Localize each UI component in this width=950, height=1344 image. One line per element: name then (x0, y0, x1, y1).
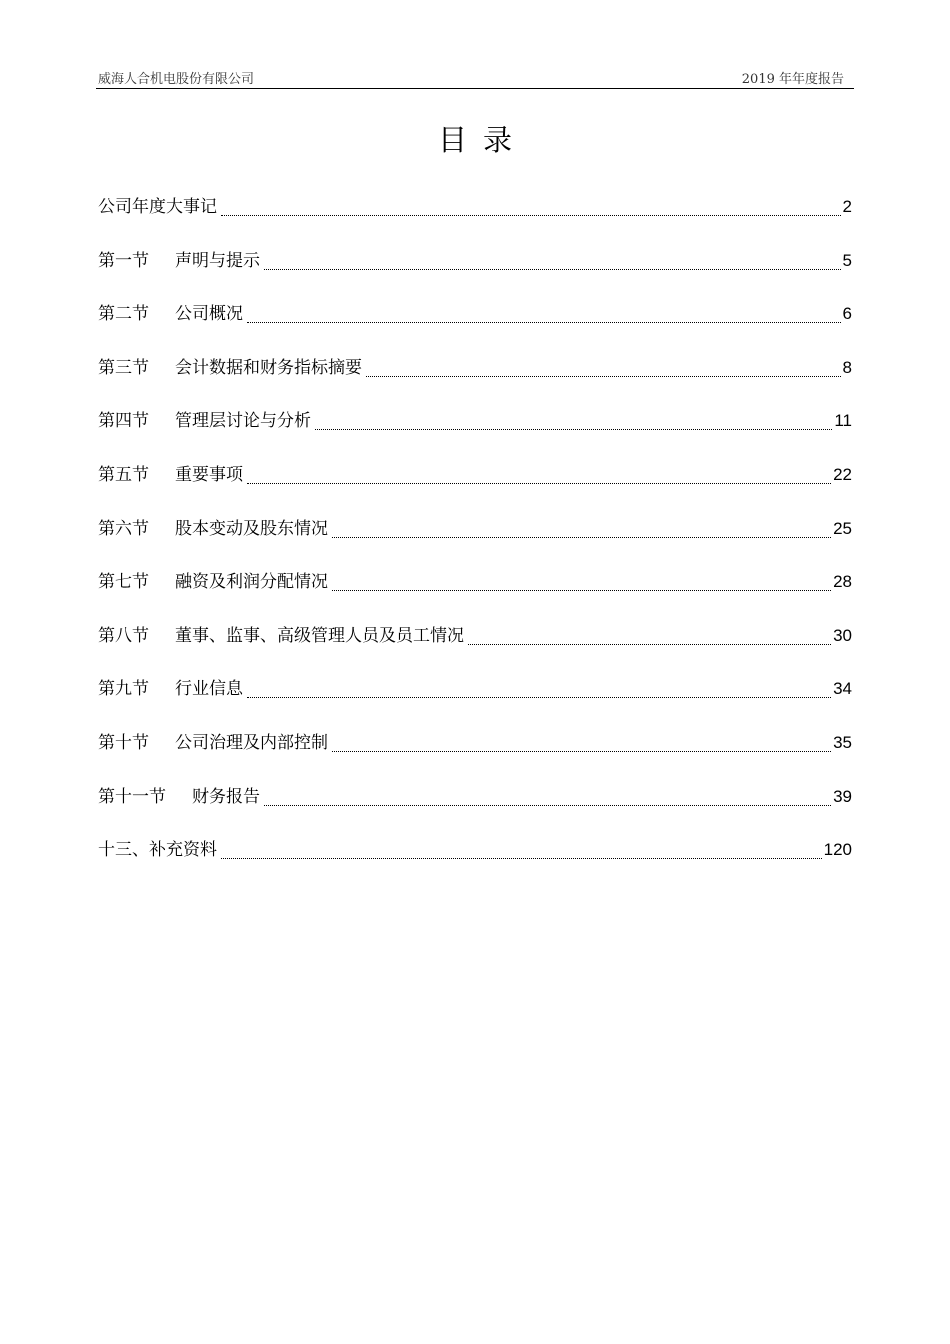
toc-leader-dots (315, 429, 832, 430)
toc-leader-dots (221, 858, 822, 859)
toc-entry-section-1[interactable] (98, 244, 852, 278)
toc-entry-page: 39 (833, 787, 852, 806)
toc-entry-supplement[interactable] (98, 833, 852, 867)
toc-leader-dots (264, 269, 841, 270)
header-company-name: 威海人合机电股份有限公司 (98, 72, 255, 87)
toc-entry-section-7[interactable] (98, 565, 852, 599)
toc-section-number: 第八节 (98, 626, 149, 646)
toc-entry-section-10[interactable] (98, 726, 852, 760)
toc-entry-page: 25 (833, 519, 852, 538)
toc-leader-dots (332, 590, 831, 591)
toc-entry-page: 2 (842, 197, 852, 216)
toc-entry-title: 十三、补充资料 (98, 840, 217, 860)
toc-section-number: 第九节 (98, 679, 149, 699)
toc-entry-title: 行业信息 (175, 679, 243, 699)
toc-entry-page: 5 (842, 251, 852, 270)
toc-leader-dots (332, 751, 831, 752)
toc-section-number: 第三节 (98, 358, 149, 378)
toc-entry-events[interactable] (98, 190, 852, 224)
toc-leader-dots (221, 215, 841, 216)
toc-entry-title: 公司概况 (175, 304, 243, 324)
toc-entry-page: 8 (842, 358, 852, 377)
toc-entry-section-8[interactable] (98, 619, 852, 653)
toc-entry-section-11[interactable] (98, 780, 852, 814)
toc-section-number: 第六节 (98, 519, 149, 539)
toc-entry-section-2[interactable] (98, 297, 852, 331)
toc-section-number: 第五节 (98, 465, 149, 485)
toc-leader-dots (264, 805, 831, 806)
toc-entry-page: 22 (833, 465, 852, 484)
toc-entry-page: 28 (833, 572, 852, 591)
toc-entry-title: 公司年度大事记 (98, 197, 217, 217)
toc-entry-section-3[interactable] (98, 351, 852, 385)
page-header (96, 66, 854, 89)
toc-entry-page: 35 (833, 733, 852, 752)
toc-leader-dots (332, 537, 831, 538)
toc-entry-page: 6 (842, 304, 852, 323)
toc-section-number: 第四节 (98, 411, 149, 431)
page-title: 目录 (437, 123, 528, 157)
toc-entry-section-6[interactable] (98, 512, 852, 546)
toc-entry-title: 声明与提示 (175, 251, 260, 271)
toc-entry-title: 重要事项 (175, 465, 243, 485)
toc-entry-title: 股本变动及股东情况 (175, 519, 328, 539)
toc-entry-title: 融资及利润分配情况 (175, 572, 328, 592)
toc-entry-title: 董事、监事、高级管理人员及员工情况 (175, 626, 464, 646)
toc-leader-dots (247, 483, 831, 484)
toc-entry-section-9[interactable] (98, 672, 852, 706)
toc-entry-page: 11 (834, 411, 852, 430)
header-report-title: 2019 年年度报告 (741, 72, 844, 87)
toc-section-number: 第十一节 (98, 787, 166, 807)
toc-leader-dots (366, 376, 841, 377)
toc-section-number: 第二节 (98, 304, 149, 324)
toc-leader-dots (468, 644, 831, 645)
toc-entry-title: 管理层讨论与分析 (175, 411, 311, 431)
toc-section-number: 第十节 (98, 733, 149, 753)
toc-entry-page: 120 (823, 840, 852, 859)
toc-entry-page: 34 (833, 679, 852, 698)
toc-entry-title: 公司治理及内部控制 (175, 733, 328, 753)
toc-section-number: 第七节 (98, 572, 149, 592)
toc-entry-page: 30 (833, 626, 852, 645)
toc-entry-title: 会计数据和财务指标摘要 (175, 358, 362, 378)
toc-section-number: 第一节 (98, 251, 149, 271)
toc-entry-title: 财务报告 (192, 787, 260, 807)
toc-entry-section-5[interactable] (98, 458, 852, 492)
toc-leader-dots (247, 697, 831, 698)
toc-leader-dots (247, 322, 841, 323)
toc-entry-section-4[interactable] (98, 404, 852, 438)
